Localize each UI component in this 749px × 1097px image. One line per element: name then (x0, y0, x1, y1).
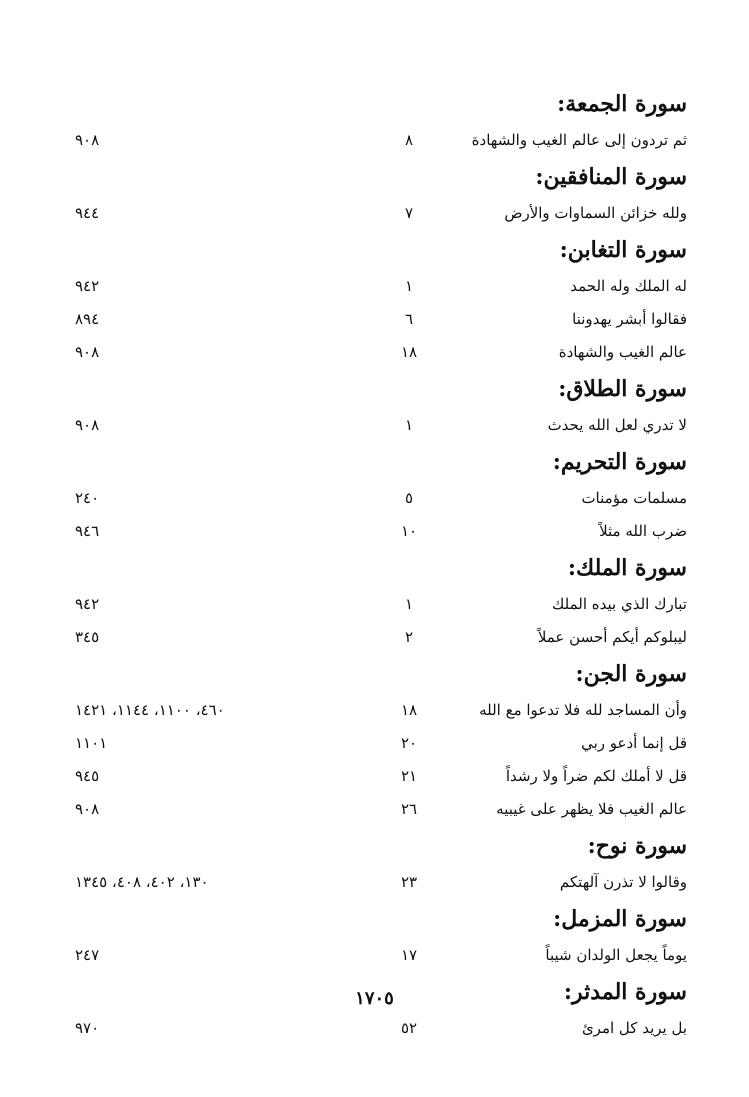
page-ref-text: ١٣٠، ٤٠٢، ٤٠٨، ١٣٤٥ (75, 873, 209, 891)
surah-title: سورة المزمل: (553, 906, 687, 932)
verse-text: قل لا أملك لكم ضراً ولا رشداً (505, 767, 687, 785)
verse-text: تبارك الذي بيده الملك (552, 595, 687, 613)
surah-title: سورة الجن: (575, 661, 687, 687)
page-ref-text: ٢٤٧ (75, 946, 100, 964)
index-entry (67, 588, 687, 621)
page-ref-text: ٩٤٥ (75, 767, 100, 785)
verse-number: ٧ (404, 204, 414, 222)
index-entry (67, 482, 687, 515)
page-references (67, 760, 307, 793)
index-entry (67, 303, 687, 336)
verse-number: ٦ (404, 310, 414, 328)
index-entry (67, 727, 687, 760)
page-references (67, 124, 307, 157)
verse-text: يوماً يجعل الولدان شيباً (545, 946, 687, 964)
surah-section (67, 654, 687, 826)
surah-section (67, 230, 687, 369)
page-references (67, 515, 307, 548)
page-ref-text: ٩٠٨ (75, 343, 100, 361)
page-ref-text: ٣٤٥ (75, 628, 100, 646)
verse-number: ١٨ (400, 343, 418, 361)
page-ref-text: ٩٤٢ (75, 595, 100, 613)
verse-text: لا تدري لعل الله يحدث (547, 416, 687, 434)
page-ref-text: ٩٠٨ (75, 416, 100, 434)
index-entry (67, 1012, 687, 1045)
page-ref-text: ٨٩٤ (75, 310, 100, 328)
verse-text: عالم الغيب والشهادة (558, 343, 687, 361)
surah-title: سورة التغابن: (559, 237, 687, 263)
page-references (67, 197, 307, 230)
surah-title: سورة المنافقين: (535, 164, 687, 190)
page-ref-text: ٩٧٠ (75, 1019, 100, 1037)
surah-title: سورة الطلاق: (558, 376, 687, 402)
verse-number: ١٠ (400, 522, 418, 540)
verse-text: بل يريد كل امرئ (581, 1019, 687, 1037)
surah-section (67, 442, 687, 548)
surah-section (67, 899, 687, 972)
verse-number: ٨ (404, 131, 414, 149)
page-ref-text: ١١٠١ (75, 734, 108, 752)
page-references (67, 270, 307, 303)
page-references (67, 727, 307, 760)
page-references (67, 1012, 307, 1045)
verse-number: ١٧ (400, 946, 418, 964)
verse-text: له الملك وله الحمد (570, 277, 687, 295)
index-entry (67, 694, 687, 727)
index-entry (67, 197, 687, 230)
verse-number: ٢ (404, 628, 414, 646)
verse-number: ١ (404, 595, 414, 613)
page-references (67, 694, 307, 727)
page-ref-text: ٤٦٠، ١١٠٠، ١١٤٤، ١٤٢١ (75, 701, 225, 719)
page-references (67, 588, 307, 621)
verse-index (67, 84, 687, 1045)
index-entry (67, 939, 687, 972)
verse-number: ٢٣ (400, 873, 418, 891)
verse-text: ولله خزائن السماوات والأرض (504, 204, 687, 222)
surah-title: سورة نوح: (587, 833, 687, 859)
surah-section (67, 369, 687, 442)
index-entry (67, 621, 687, 654)
page-ref-text: ٩٠٨ (75, 131, 100, 149)
index-entry (67, 760, 687, 793)
index-entry (67, 515, 687, 548)
verse-text: ليبلوكم أيكم أحسن عملاً (537, 628, 687, 646)
verse-text: قل إنما أدعو ربي (581, 734, 687, 752)
verse-text: مسلمات مؤمنات (581, 489, 687, 507)
surah-title: سورة التحريم: (552, 449, 687, 475)
surah-section (67, 157, 687, 230)
verse-text: ضرب الله مثلاً (599, 522, 687, 540)
page-ref-text: ٢٤٠ (75, 489, 100, 507)
index-entry (67, 336, 687, 369)
surah-section (67, 826, 687, 899)
page-ref-text: ٩٤٦ (75, 522, 100, 540)
page-references (67, 303, 307, 336)
index-entry (67, 793, 687, 826)
surah-section (67, 548, 687, 654)
verse-text: وأن المساجد لله فلا تدعوا مع الله (479, 701, 687, 719)
verse-text: فقالوا أبشر يهدوننا (572, 310, 687, 328)
surah-title: سورة الجمعة: (557, 91, 687, 117)
page-references (67, 482, 307, 515)
surah-title: سورة الملك: (567, 555, 687, 581)
page-references (67, 621, 307, 654)
verse-number: ٢١ (400, 767, 418, 785)
page-references (67, 409, 307, 442)
page-references (67, 793, 307, 826)
verse-text: ثم تردون إلى عالم الغيب والشهادة (471, 131, 687, 149)
page-ref-text: ٩٤٤ (75, 204, 100, 222)
verse-number: ١ (404, 277, 414, 295)
index-entry (67, 270, 687, 303)
surah-title: سورة المدثر: (563, 979, 687, 1005)
verse-number: ١ (404, 416, 414, 434)
surah-section (67, 84, 687, 157)
verse-number: ٥ (404, 489, 414, 507)
index-entry (67, 124, 687, 157)
verse-number: ٢٠ (400, 734, 418, 752)
page-references (67, 939, 307, 972)
page-ref-text: ٩٤٢ (75, 277, 100, 295)
verse-text: عالم الغيب فلا يظهر على غيبيه (496, 800, 687, 818)
verse-number: ١٨ (400, 701, 418, 719)
verse-number: ٥٢ (400, 1019, 418, 1037)
page-references (67, 336, 307, 369)
index-entry (67, 409, 687, 442)
verse-number: ٢٦ (400, 800, 418, 818)
page-ref-text: ٩٠٨ (75, 800, 100, 818)
page-number: ١٧٠٥ (355, 988, 394, 1009)
index-entry (67, 866, 687, 899)
page-references (67, 866, 307, 899)
verse-text: وقالوا لا تذرن آلهتكم (559, 873, 687, 891)
